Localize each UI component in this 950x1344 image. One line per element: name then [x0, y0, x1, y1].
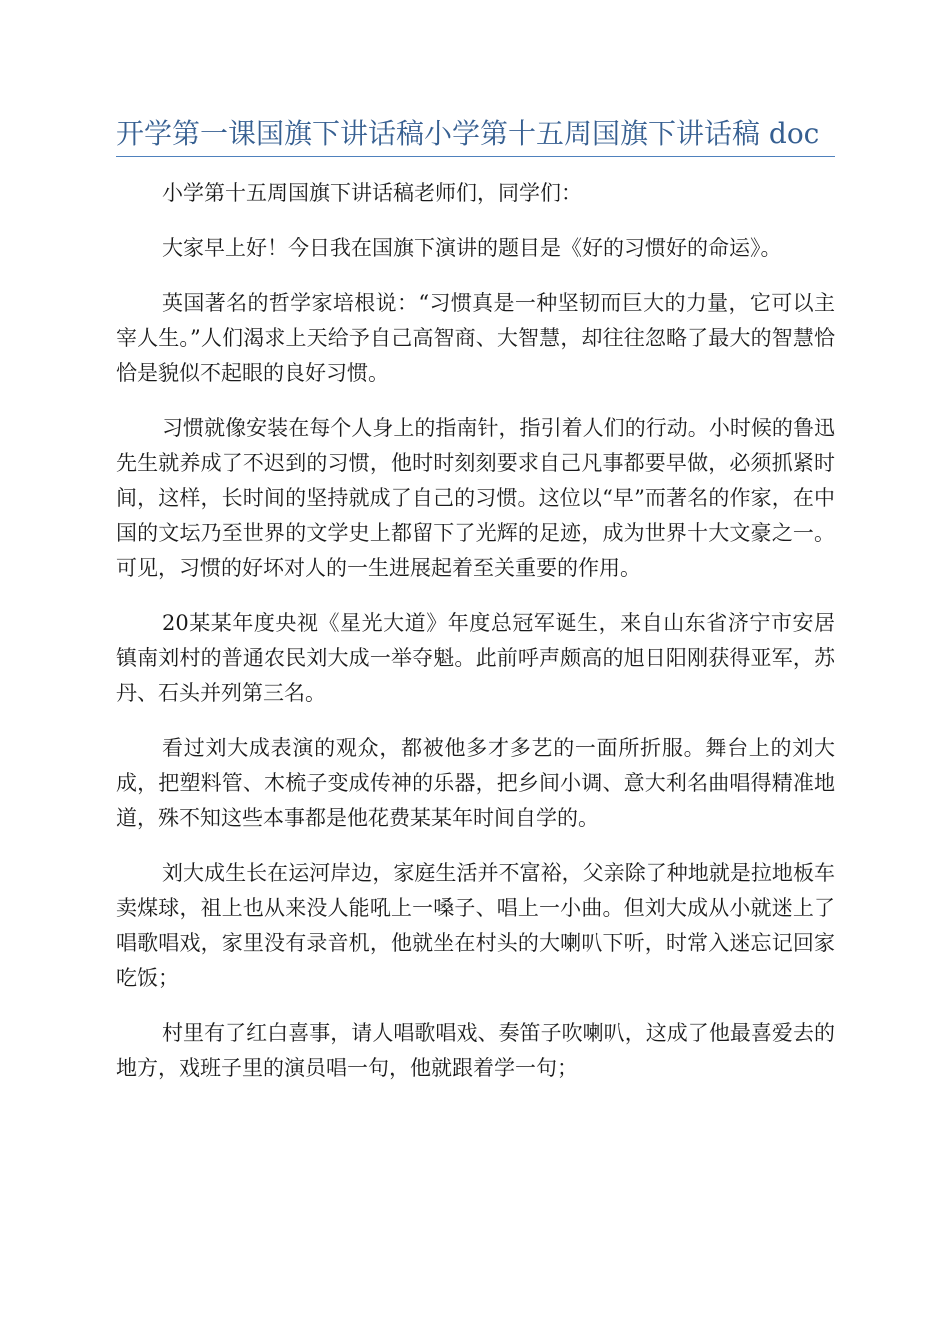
document-body — [116, 176, 835, 1106]
paragraph-luxun: 习惯就像安装在每个人身上的指南针，指引着人们的行动。小时候的鲁迅先生就养成了不迟到的习惯，他时时刻刻要求自己凡事都要早做，必须抓紧时间，这样，长时间的坚持就成了自己的习惯。这位以“早”而著名的作家，在中国的文坛乃至世界的文学史上都留下了光辉的足迹，成为世界十大文豪之一。可见，习惯的好坏对人的一生进展起着至关重要的作用。 — [116, 416, 835, 580]
document-title: 开学第一课国旗下讲话稿小学第十五周国旗下讲话稿 doc — [116, 117, 820, 150]
paragraph-bacon-quote: 英国著名的哲学家培根说：“习惯真是一种坚韧而巨大的力量，它可以主宰人生。”人们渴求上天给予自己高智商、大智慧，却往往忽略了最大的智慧恰恰是貌似不起眼的良好习惯。 — [116, 291, 835, 385]
paragraph-star-avenue: 20某某年度央视《星光大道》年度总冠军诞生，来自山东省济宁市安居镇南刘村的普通农民刘大成一举夺魁。此前呼声颇高的旭日阳刚获得亚军，苏丹、石头并列第三名。 — [116, 611, 835, 705]
paragraph-greeting: 小学第十五周国旗下讲话稿老师们，同学们： — [162, 181, 582, 205]
paragraph-background: 刘大成生长在运河岸边，家庭生活并不富裕，父亲除了种地就是拉地板车卖煤球，祖上也从来没人能吼上一嗓子、唱上一小曲。但刘大成从小就迷上了唱歌唱戏，家里没有录音机，他就坐在村头的大喇叭下听，时常入迷忘记回家吃饭； — [116, 861, 835, 990]
paragraph-village: 村里有了红白喜事，请人唱歌唱戏、奏笛子吹喇叭，这成了他最喜爱去的地方，戏班子里的演员唱一句，他就跟着学一句； — [116, 1021, 835, 1080]
paragraph-performance: 看过刘大成表演的观众，都被他多才多艺的一面所折服。舞台上的刘大成，把塑料管、木梳子变成传神的乐器，把乡间小调、意大利名曲唱得精准地道，殊不知这些本事都是他花费某某年时间自学的。 — [116, 736, 835, 830]
paragraph-intro: 大家早上好！今日我在国旗下演讲的题目是《好的习惯好的命运》。 — [162, 236, 782, 260]
title-underline — [116, 156, 835, 157]
